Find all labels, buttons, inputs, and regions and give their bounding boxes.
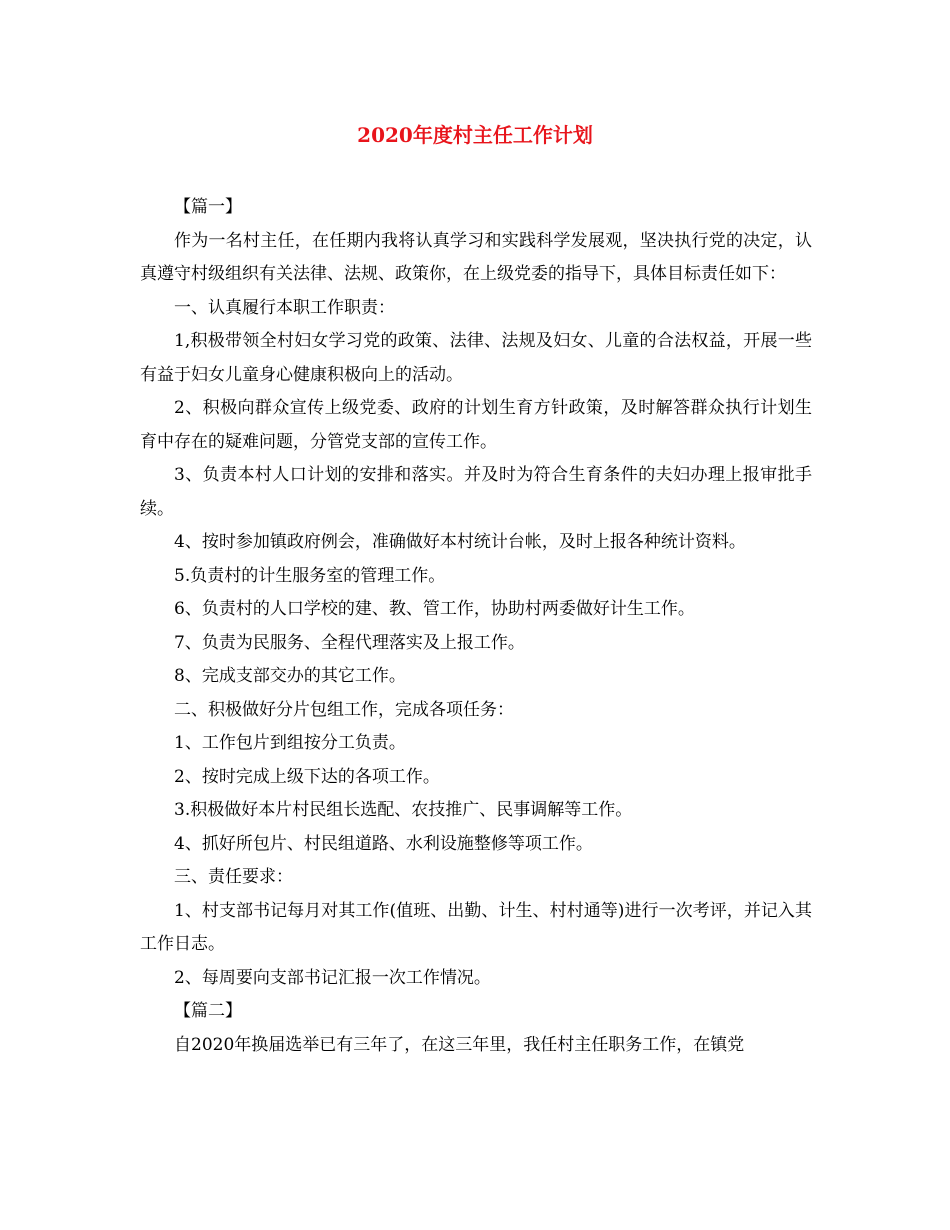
list-item: 3.积极做好本片村民组长选配、农技推广、民事调解等工作。 bbox=[174, 800, 633, 820]
list-item: 6、负责村的人口学校的建、教、管工作，协助村两委做好计生工作。 bbox=[174, 599, 695, 619]
list-item: 1,积极带领全村妇女学习党的政策、法律、法规及妇女、儿童的合法权益，开展一些有益于妇女儿童身心健康积极向上的活动。 bbox=[140, 331, 812, 385]
list-item: 2、积极向群众宣传上级党委、政府的计划生育方针政策，及时解答群众执行计划生育中存在的疑难问题，分管党支部的宣传工作。 bbox=[140, 398, 812, 452]
list-item: 7、负责为民服务、全程代理落实及上报工作。 bbox=[174, 632, 525, 653]
list-item: 4、抓好所包片、村民组道路、水利设施整修等项工作。 bbox=[174, 833, 593, 854]
list-item: 3、负责本村人口计划的安排和落实。并及时为符合生育条件的夫妇办理上报审批手续。 bbox=[140, 465, 812, 519]
list-item: 5.负责村的计生服务室的管理工作。 bbox=[174, 565, 446, 586]
document-body bbox=[140, 191, 812, 1062]
section-marker-1: 【篇一】 bbox=[174, 197, 242, 217]
list-item: 8、完成支部交办的其它工作。 bbox=[174, 666, 406, 686]
section-heading-3: 三、责任要求： bbox=[174, 867, 293, 887]
list-item: 4、按时参加镇政府例会，准确做好本村统计台帐，及时上报各种统计资料。 bbox=[174, 532, 746, 552]
document-title: 2020年度村主任工作计划 bbox=[357, 123, 593, 147]
intro-paragraph: 作为一名村主任，在任期内我将认真学习和实践科学发展观，坚决执行党的决定，认真遵守村级组织有关法律、法规、政策你，在上级党委的指导下，具体目标责任如下： bbox=[140, 230, 812, 284]
body-paragraph: 自2020年换届选举已有三年了，在这三年里，我任村主任职务工作，在镇党 bbox=[174, 1034, 745, 1055]
list-item: 1、工作包片到组按分工负责。 bbox=[174, 733, 406, 753]
section-heading-2: 二、积极做好分片包组工作，完成各项任务： bbox=[174, 699, 514, 720]
list-item: 2、每周要向支部书记汇报一次工作情况。 bbox=[174, 967, 491, 988]
list-item: 1、村支部书记每月对其工作(值班、出勤、计生、村村通等)进行一次考评，并记入其工作日志。 bbox=[140, 900, 812, 954]
section-marker-2: 【篇二】 bbox=[174, 1001, 242, 1021]
list-item: 2、按时完成上级下达的各项工作。 bbox=[174, 766, 440, 787]
section-heading-1: 一、认真履行本职工作职责： bbox=[174, 297, 395, 318]
